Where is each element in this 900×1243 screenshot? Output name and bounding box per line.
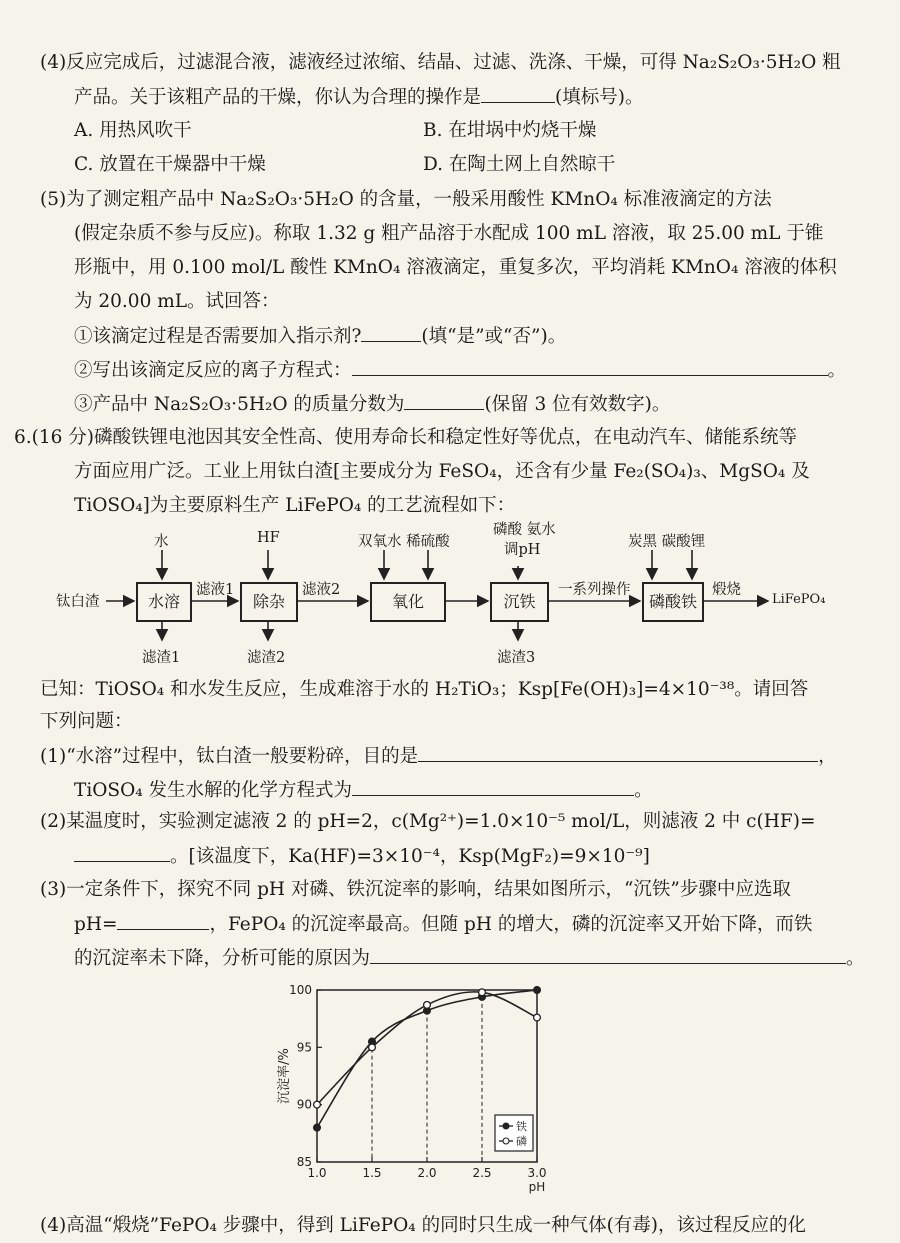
flow-residue1: 滤渣1: [142, 650, 181, 666]
data-point-phosphorus: [314, 1101, 321, 1108]
y-tick-label: 100: [289, 983, 312, 997]
q5-sub2: ②写出该滴定反应的离子方程式： 。: [74, 357, 846, 384]
q5-sub3: ③产品中 Na₂S₂O₃·5H₂O 的质量分数为 (保留 3 位有效数字)。: [74, 391, 670, 418]
legend-label: 磷: [516, 1135, 527, 1148]
x-tick-label: 1.0: [307, 1166, 327, 1180]
data-point-phosphorus: [369, 1044, 376, 1051]
answer-blank[interactable]: [74, 843, 170, 862]
data-point-phosphorus: [479, 989, 486, 996]
legend-label: 铁: [516, 1120, 527, 1133]
flow-stream-filtrate1: 滤液1: [196, 582, 235, 598]
answer-blank[interactable]: [370, 945, 846, 964]
flow-input-hf: HF: [257, 530, 280, 546]
flow-input-water: 水: [154, 534, 169, 550]
data-point-iron: [314, 1124, 321, 1131]
answer-blank[interactable]: [418, 743, 818, 762]
flow-residue2: 滤渣2: [247, 650, 286, 666]
flow-stream-filtrate2: 滤液2: [302, 582, 341, 598]
flow-input-oxidants: 双氧水 稀硫酸: [358, 534, 450, 550]
flow-box-iron-phosphate: 磷酸铁: [642, 582, 704, 622]
x-tick-label: 2.0: [417, 1166, 437, 1180]
known-line1: 已知：TiOSO₄ 和水发生反应，生成难溶于水的 H₂TiO₃；Ksp[Fe(OH)₃]=4×10⁻³⁸。请回答: [40, 679, 809, 700]
p2-line1: (2)某温度时，实验测定滤液 2 的 pH=2，c(Mg²⁺)=1.0×10⁻⁵ mol/L，则滤液 2 中 c(HF)=: [40, 811, 816, 832]
flow-stream-operations: 一系列操作: [558, 582, 631, 598]
q6-line1: 6.(16 分)磷酸铁锂电池因其安全性高、使用寿命长和稳定性好等优点，在电动汽车、储能系统等: [14, 427, 798, 448]
data-point-phosphorus: [424, 1002, 431, 1009]
q4-line1: (4)反应完成后，过滤混合液，滤液经过浓缩、结晶、过滤、洗涤、干燥，可得 Na₂S₂O₃·5H₂O 粗: [40, 52, 841, 73]
p3-line1: (3)一定条件下，探究不同 pH 对磷、铁沉淀率的影响，结果如图所示，“沉铁”步骤中应选取: [40, 879, 791, 900]
answer-blank[interactable]: [352, 357, 828, 376]
q4-option-a: A. 用热风吹干: [74, 120, 192, 141]
answer-blank[interactable]: [404, 391, 484, 410]
p2-line2: 。[该温度下，Ka(HF)=3×10⁻⁴，Ksp(MgF₂)=9×10⁻⁹]: [74, 843, 650, 870]
x-tick-label: 2.5: [472, 1166, 492, 1180]
x-tick-label: 3.0: [527, 1166, 547, 1180]
flow-box-iron-precipitation: 沉铁: [490, 582, 549, 622]
flow-input-carbon-lithium: 炭黑 碳酸锂: [628, 534, 706, 550]
answer-blank[interactable]: [117, 911, 209, 930]
y-tick-label: 85: [296, 1155, 312, 1169]
legend-marker: [503, 1123, 509, 1129]
flow-input-phosphoric-ammonia: 磷酸 氨水: [493, 522, 556, 538]
answer-blank[interactable]: [481, 84, 555, 103]
answer-blank[interactable]: [361, 323, 421, 342]
flow-box-oxidation: 氧化: [370, 582, 446, 622]
p3-line3: 的沉淀率未下降，分析可能的原因为 。: [74, 945, 865, 972]
x-tick-label: 1.5: [362, 1166, 382, 1180]
precipitation-rate-chart: [268, 975, 608, 1205]
legend-box: [495, 1115, 533, 1151]
q5-line3: 形瓶中，用 0.100 mol/L 酸性 KMnO₄ 溶液滴定，重复多次，平均消耗 KMnO₄ 溶液的体积: [74, 257, 837, 278]
p4-line1: (4)高温“煅烧”FePO₄ 步骤中，得到 LiFePO₄ 的同时只生成一种气体(有毒)，该过程反应的化: [40, 1215, 807, 1236]
flow-stream-calcination: 煅烧: [712, 582, 741, 598]
data-point-phosphorus: [534, 1014, 541, 1021]
flow-box-impurity-removal: 除杂: [240, 582, 298, 622]
q4-option-c: C. 放置在干燥器中干燥: [74, 154, 266, 175]
q5-line1: (5)为了测定粗产品中 Na₂S₂O₃·5H₂O 的含量，一般采用酸性 KMnO₄ 标准液滴定的方法: [40, 189, 772, 210]
p1-line1: (1)“水溶”过程中，钛白渣一般要粉碎，目的是 ，: [40, 743, 837, 770]
known-line2: 下列问题：: [40, 711, 133, 732]
q4-line2: 产品。关于该粗产品的干燥，你认为合理的操作是 (填标号)。: [74, 84, 643, 111]
q5-line4: 为 20.00 mL。试回答：: [74, 291, 280, 312]
flow-end-product: LiFePO₄: [772, 592, 826, 607]
q5-line2: (假定杂质不参与反应)。称取 1.32 g 粗产品溶于水配成 100 mL 溶液，取 25.00 mL 于锥: [74, 223, 824, 244]
flow-arrows: [0, 528, 900, 698]
x-axis-label: pH: [528, 1180, 546, 1194]
q5-sub1: ①该滴定过程是否需要加入指示剂? (填“是”或“否”)。: [74, 323, 566, 350]
flow-box-water-dissolve: 水溶: [136, 582, 192, 622]
answer-blank[interactable]: [352, 777, 634, 796]
p3-line2: pH= ，FePO₄ 的沉淀率最高。但随 pH 的增大，磷的沉淀率又开始下降，而铁: [74, 911, 812, 938]
flow-residue3: 滤渣3: [497, 650, 536, 666]
p1-line2: TiOSO₄ 发生水解的化学方程式为 。: [74, 777, 653, 804]
q6-line3: TiOSO₄]为主要原料生产 LiFePO₄ 的工艺流程如下：: [74, 495, 516, 516]
y-axis-label: 沉淀率/%: [277, 1048, 292, 1104]
data-point-iron: [534, 987, 541, 994]
flow-start-label: 钛白渣: [56, 594, 100, 610]
flow-input-adjust-ph: 调pH: [504, 542, 541, 558]
q4-option-b: B. 在坩埚中灼烧干燥: [423, 120, 597, 141]
y-tick-label: 95: [296, 1040, 312, 1055]
q6-line2: 方面应用广泛。工业上用钛白渣[主要成分为 FeSO₄，还含有少量 Fe₂(SO₄)₃、MgSO₄ 及: [74, 461, 810, 482]
legend-marker: [503, 1138, 509, 1144]
q4-option-d: D. 在陶土网上自然晾干: [423, 154, 616, 175]
y-tick-label: 90: [296, 1097, 312, 1112]
